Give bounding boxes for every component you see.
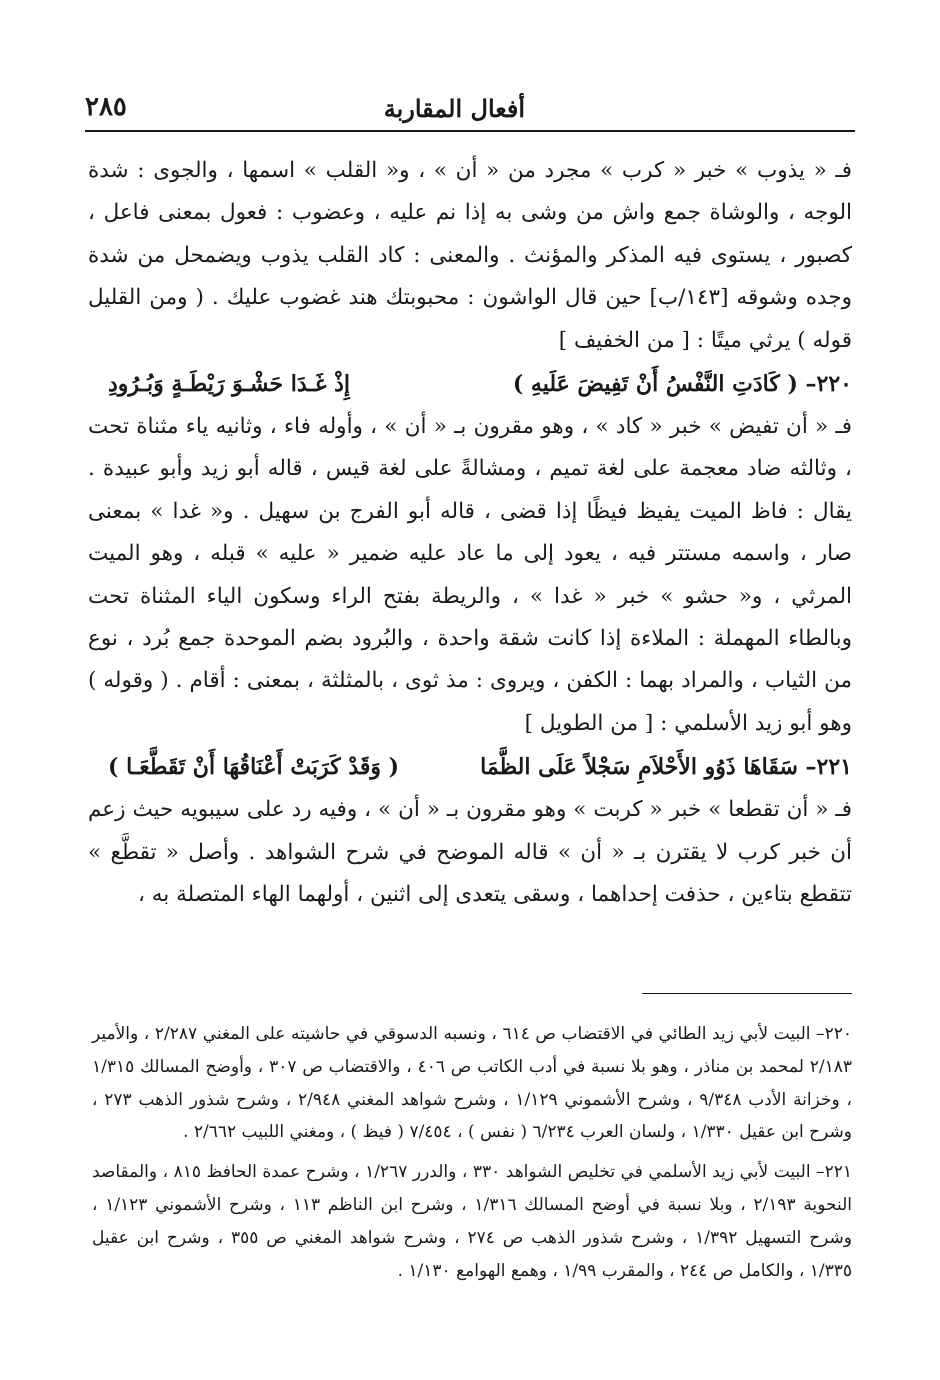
footnote-220: ٢٢٠– البيت لأبي زيد الطائي في الاقتضاب ص ٦١٤ ، ونسبه الدسوقي في حاشيته على المغني ٢/٢٨٧ ، والأمير ٢/١٨٣ لمحمد بن مناذر ، وهو بلا نسبة في أدب الكاتب ص ٤٠٦ ، والاقتضاب ص ٣٠٧ ، وأوضح المسالك ١/٣١٥ ، وخزانة الأدب ٩/٣٤٨ ، وشرح الأشموني ١/١٢٩ ، وشرح شواهد المغني ٢/٩٤٨ ، وشرح شذور الذهب ٢٧٣ ، وشرح ابن عقيل ١/٣٣٠ ، ولسان العرب ٦/٢٣٤ ( نفس ) ، ٧/٤٥٤ ( فيظ ) ، ومغني اللبيب ٢/٦٦٢ . <box>92 1024 853 1143</box>
verse-220-first-hemistich: ٢٢٠– ( كَادَتِ النَّفْسُ أَنْ تَفِيضَ عَلَيهِ ) <box>512 371 852 398</box>
page-header <box>85 92 855 132</box>
verse-221-second-hemistich: ( وَقَدْ كَرَبَتْ أَعْنَاقُهَا أَنْ تَقَطَّعَـا ) <box>108 754 400 781</box>
verse-220 <box>88 362 852 406</box>
verse-221 <box>88 745 852 789</box>
page-number: ٢٨٥ <box>85 92 127 122</box>
paragraph-3: فـ « أن تقطعا » خبر « كربت » وهو مقرون بـ « أن » ، وفيه رد على سيبويه حيث زعم أن خبر كرب لا يقترن بـ « أن » قاله الموضح في شرح الشواهد . وأصل « تقطَّع » تتقطع بتاءين ، حذفت إحداهما ، وسقى يتعدى إلى اثنين ، أولهما الهاء المتصلة به ، <box>88 797 852 908</box>
verse-221-first-hemistich: ٢٢١– سَقَاهَا ذَوُو الأَحْلاَمِ سَجْلاً عَلَى الظَّمَا <box>480 754 852 781</box>
footnote-221: ٢٢١– البيت لأبي زيد الأسلمي في تخليص الشواهد ٣٣٠ ، والدرر ١/٢٦٧ ، وشرح عمدة الحافظ ٨١٥ ، والمقاصد النحوية ٢/١٩٣ ، وبلا نسبة في أوضح المسالك ١/٣١٦ ، وشرح ابن الناظم ١١٣ ، وشرح الأشموني ١/١٢٣ ، وشرح التسهيل ١/٣٩٢ ، وشرح شذور الذهب ص ٢٧٤ ، وشرح شواهد المغني ص ٣٥٥ ، وشرح ابن عقيل ١/٣٣٥ ، والكامل ص ٢٤٤ ، والمقرب ١/٩٩ ، وهمع الهوامع ١/١٣٠ . <box>92 1162 853 1281</box>
main-text <box>88 150 852 917</box>
paragraph-1: فـ « يذوب » خبر « كرب » مجرد من « أن » ، و« القلب » اسمها ، والجوى : شدة الوجه ، والوشاة جمع واش من وشى به إذا نم عليه ، وعضوب : فعول بمعنى فاعل ، كصبور ، يستوى فيه المذكر والمؤنث . والمعنى : كاد القلب يذوب ويضمحل من شدة وجده وشوقه [١٤٣/ب] حين قال الواشون : محبوبتك هند غضوب عليك . ( ومن القليل قوله ) يرثي ميتًا : [ من الخفيف ] <box>88 158 852 353</box>
running-title: أفعال المقاربة <box>383 94 525 123</box>
paragraph-2: فـ « أن تفيض » خبر « كاد » ، وهو مقرون بـ « أن » ، وأوله فاء ، وثانيه ياء مثناة تحت ، وثالثه ضاد معجمة على لغة تميم ، ومشالةً على لغة قيس ، قاله أبو زيد وأبو عبيدة . يقال : فاظ الميت يفيظ فيظًا إذا قضى ، قاله أبو الفرج بن سهيل . و« غدا » بمعنى صار ، واسمه مستتر فيه ، يعود إلى ما عاد عليه ضمير « عليه » قبله ، وهو الميت المرثي ، و« حشو » خبر « غدا » ، والريطة بفتح الراء وسكون الياء المثناة تحت وبالطاء المهملة : الملاءة إذا كانت شقة واحدة ، والبُرود بضم الموحدة جمع بُرد ، نوع من الثياب ، والمراد بهما : الكفن ، ويروى : مذ ثوى ، بالمثلثة ، بمعنى : أقام . ( وقوله ) وهو أبو زيد الأسلمي : [ من الطويل ] <box>88 414 852 736</box>
footnotes <box>92 1018 852 1294</box>
verse-220-second-hemistich: إِذْ غَـدَا حَشْـوَ رَيْطَـةٍ وَبُـرُودِ <box>108 371 350 398</box>
footnote-divider <box>642 993 852 994</box>
